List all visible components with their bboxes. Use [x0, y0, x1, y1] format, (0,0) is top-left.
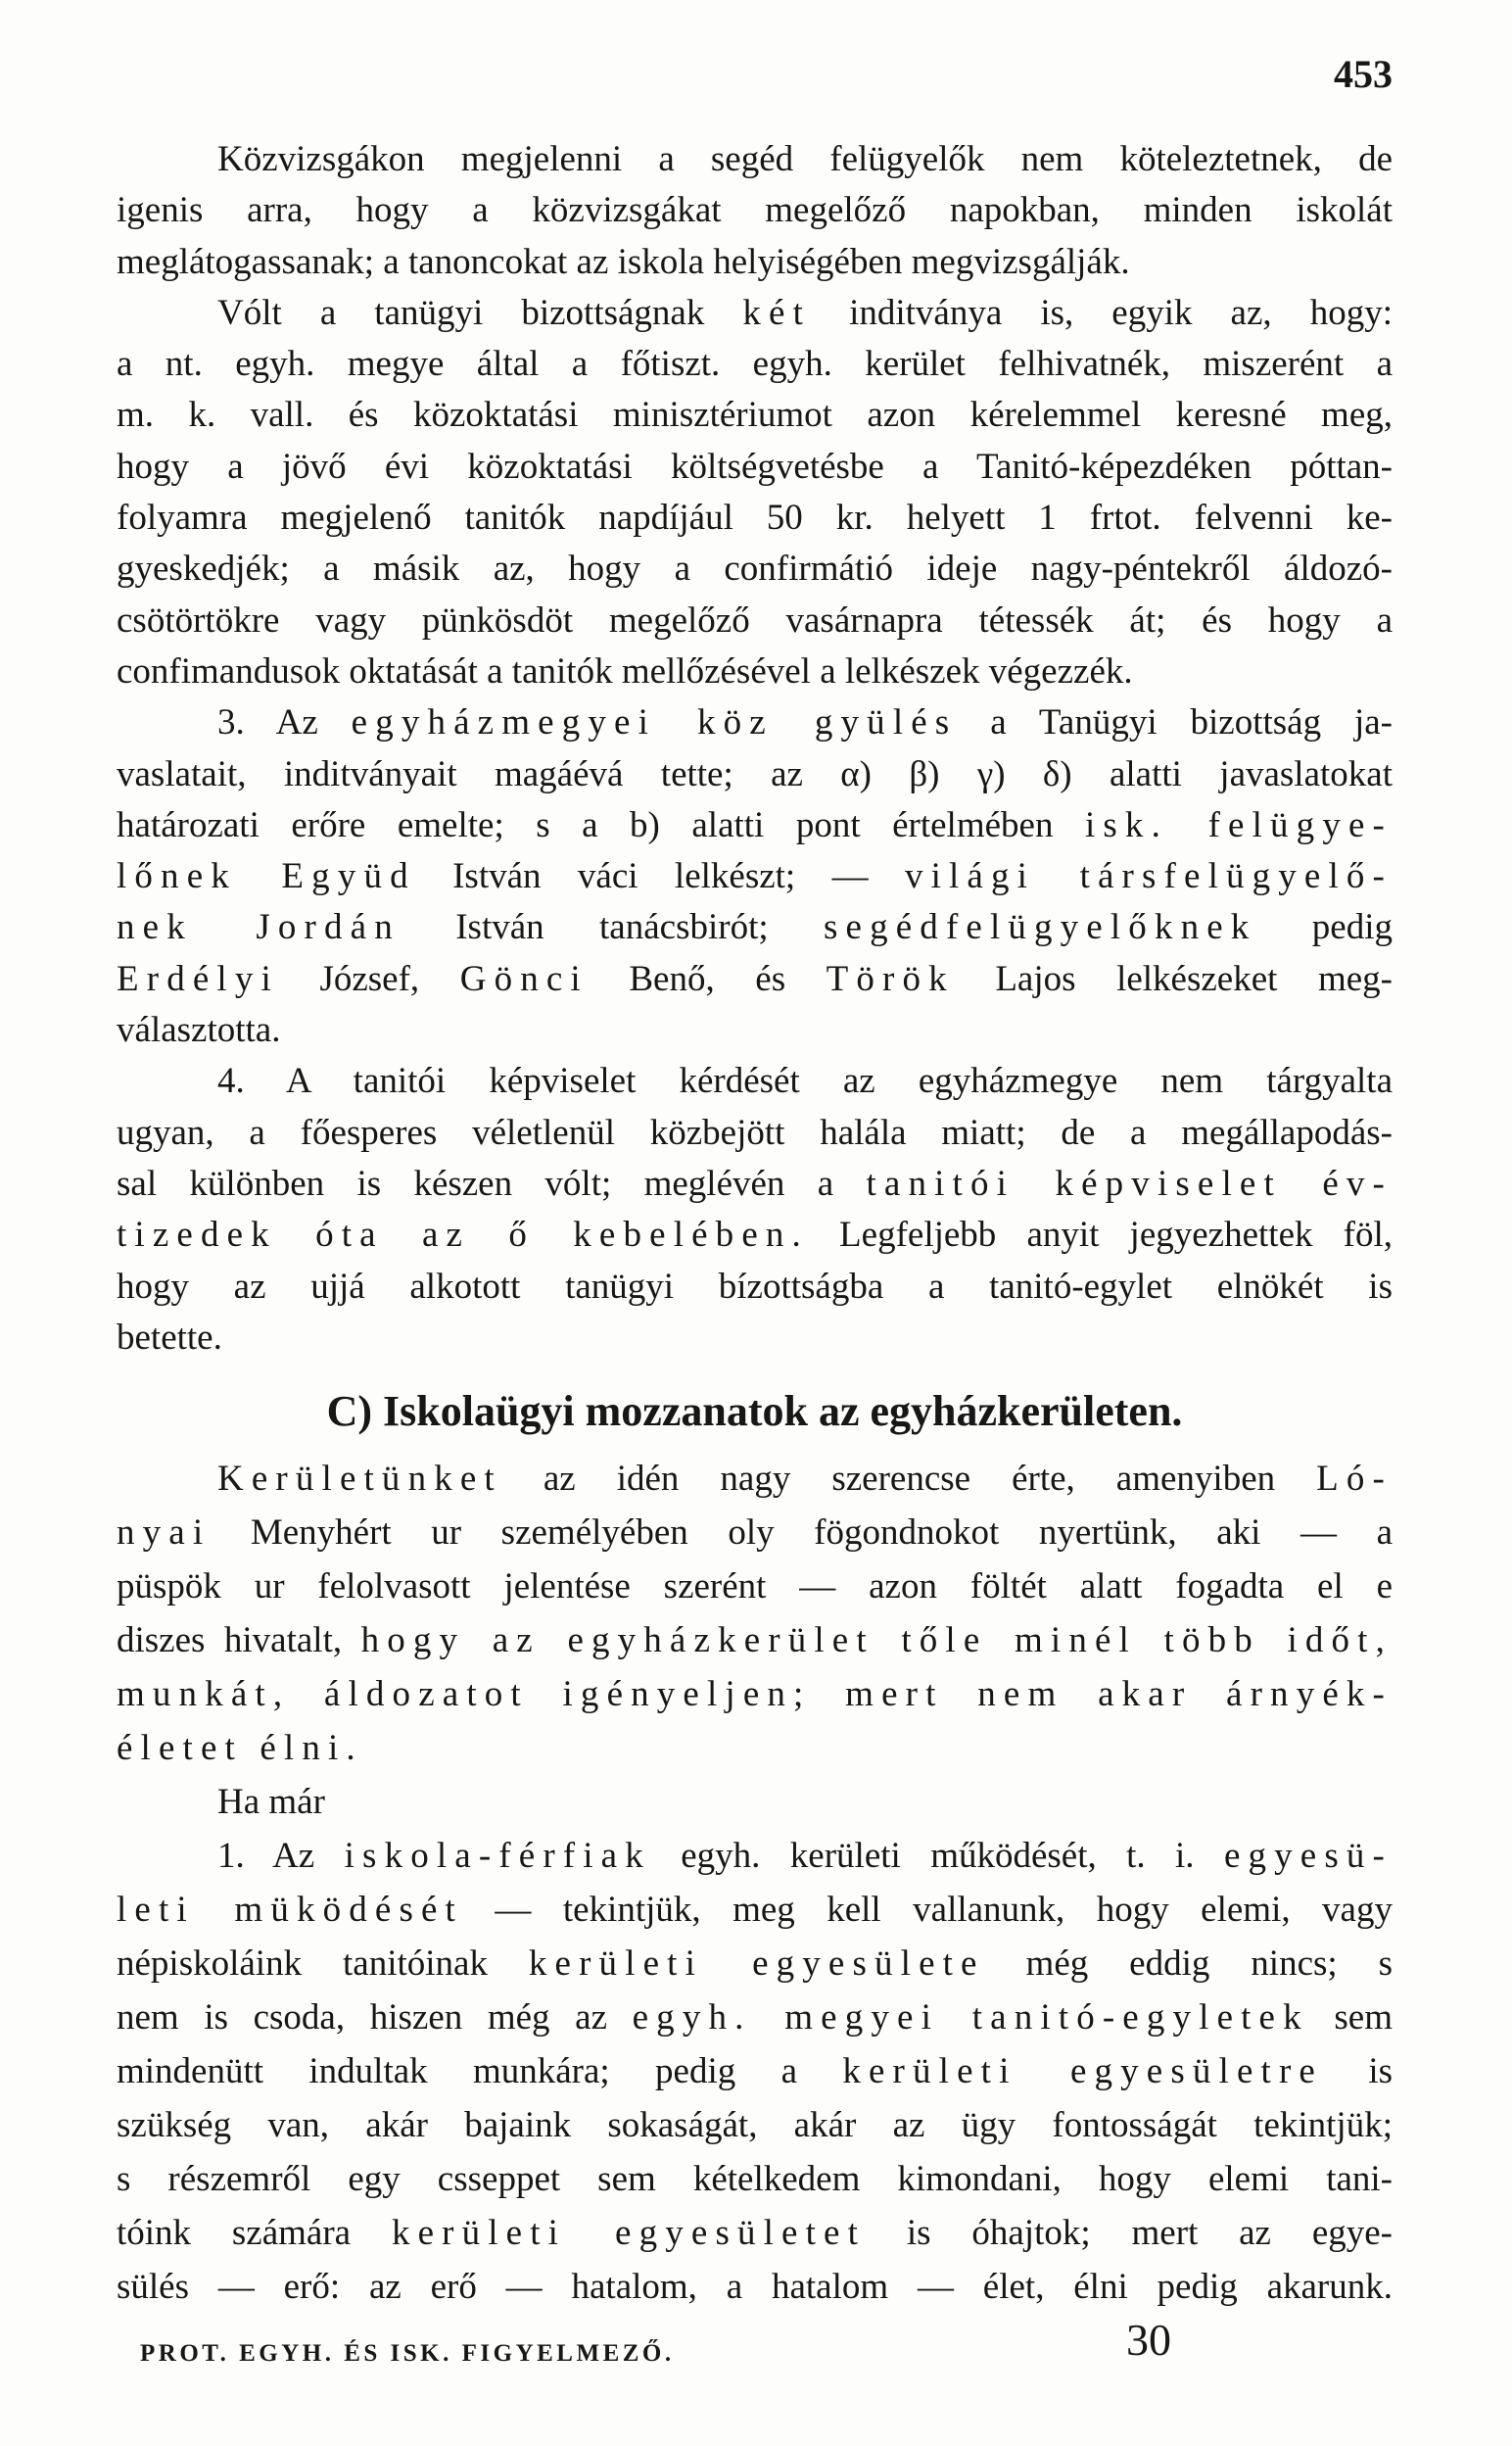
section-c-body — [117, 1452, 1393, 2314]
text-segment: a Tanügyi bizottság ja- — [957, 702, 1393, 743]
text-segment: is óhajtok; mert az egye- — [866, 2213, 1393, 2253]
text-segment: Lajos lelkészeket meg- — [954, 958, 1393, 999]
text-line: ugyan, a főesperes véletlenül közbejött halála miatt; de a megállapodás- — [117, 1112, 1393, 1153]
text-segment: még eddig nincs; s — [984, 1943, 1393, 1984]
text-line — [117, 288, 1393, 339]
text-segment: — tekintjük, meg kell vallanunk, hogy elemi, vagy — [462, 1890, 1393, 1930]
spaced-text-segment: segédfelügyelőknek — [824, 907, 1257, 948]
text-line — [117, 1937, 1393, 1990]
text-segment: sal különben is készen vólt; meglévén a — [117, 1163, 867, 1204]
text-line: sülés — erő: az erő — hatalom, a hatalom — élet, élni pedig akarunk. — [117, 2267, 1393, 2307]
text-segment: egyh. kerületi működését, t. i. — [650, 1836, 1224, 1876]
section-a-body — [117, 134, 1393, 1364]
spaced-text-segment: nyai — [117, 1512, 212, 1553]
text-line — [117, 851, 1393, 902]
text-line — [117, 1506, 1393, 1559]
text-segment: Legfeljebb anyit jegyezhettek föl, — [808, 1215, 1393, 1256]
spaced-text-segment: lőnek Együd — [117, 856, 416, 897]
spaced-text-segment: Török — [826, 958, 955, 999]
text-segment: Menyhért ur személyében oly fögondnokot nyertünk, aki — a — [211, 1512, 1393, 1553]
text-line: meglátogassanak; a tanoncokat az iskola helyiségében megvizsgálják. — [117, 241, 1130, 282]
spaced-text-segment: világi társfelügyelő- — [904, 856, 1394, 897]
page-number: 453 — [1334, 52, 1393, 96]
text-line: igenis arra, hogy a közvizsgákat megelőző napokban, minden iskolát — [117, 190, 1393, 231]
text-segment: 1. Az — [217, 1836, 345, 1876]
text-line: betette. — [117, 1317, 222, 1358]
spaced-text-segment: kerületi egyesületet — [391, 2213, 867, 2253]
text-line — [117, 2206, 1393, 2260]
text-line: választotta. — [117, 1010, 281, 1051]
text-segment: sem — [1308, 1997, 1393, 2038]
text-segment: mindenütt indultak munkára; pedig a — [117, 2051, 843, 2091]
spaced-text-segment: leti müködését — [117, 1890, 463, 1930]
text-line — [117, 1883, 1393, 1937]
spaced-text-segment: egyházmegyei köz gyülés — [351, 702, 958, 743]
text-line: Közvizsgákon megjelenni a segéd felügyelők nem köteleztetnek, de — [217, 139, 1393, 179]
text-line — [117, 1210, 1393, 1261]
text-segment: István váci lelkészt; — — [415, 856, 905, 897]
spaced-text-segment: nek Jordán — [117, 907, 401, 948]
text-line: hogy a jövő évi közoktatási költségvetésbe a Tanitó-képezdéken póttan- — [117, 446, 1393, 487]
text-segment: István tanácsbirót; — [400, 907, 824, 948]
text-segment: 3. Az — [217, 702, 352, 743]
spaced-text-segment: egyesü- — [1223, 1836, 1393, 1876]
text-segment: diszes hivatalt, — [117, 1620, 361, 1660]
text-segment: határozati erőre emelte; s a b) alatti pont értelmében — [117, 804, 1085, 845]
text-segment: pedig — [1256, 907, 1393, 948]
spaced-text-segment: két — [742, 292, 812, 333]
text-line — [117, 2044, 1393, 2098]
text-line — [117, 697, 1393, 748]
spaced-text-segment: Ló- — [1316, 1459, 1393, 1499]
text-segment: Vólt a tanügyi bizottságnak — [217, 292, 743, 333]
text-line — [117, 1613, 1393, 1667]
text-segment: inditványa is, egyik az, hogy: — [811, 292, 1393, 333]
spaced-text-segment: iskola-férfiak — [344, 1836, 651, 1876]
spaced-text-segment: kerületi egyesületre — [842, 2051, 1323, 2091]
text-line: hogy az ujjá alkotott tanügyi bízottságba a tanitó-egylet elnökét is — [117, 1266, 1393, 1307]
text-line: szükség van, akár bajaink sokaságát, akár az ügy fontosságát tekintjük; — [117, 2105, 1393, 2145]
spaced-text-segment: egyh. megyei tanitó-egyletek — [632, 1997, 1309, 2038]
text-line — [117, 1159, 1393, 1210]
sheet-number: 30 — [1126, 2315, 1171, 2365]
spaced-text-segment: Kerületünket — [217, 1459, 502, 1499]
text-line — [117, 954, 1393, 1005]
text-line: csötörtökre vagy pünkösdöt megelőző vasárnapra tétessék át; és hogy a — [117, 600, 1393, 641]
text-line: a nt. egyh. megye által a főtiszt. egyh. kerület felhivatnék, miszerént a — [117, 344, 1393, 385]
spaced-text-segment: Erdélyi — [117, 958, 279, 999]
text-segment: nem is csoda, hiszen még az — [117, 1997, 633, 2038]
text-line: folyamra megjelenő tanitók napdíjául 50 kr. helyett 1 frtot. felvenni ke- — [117, 498, 1393, 539]
journal-title-footer: PROT. EGYH. ÉS ISK. FIGYELMEZŐ. — [140, 2340, 675, 2367]
spaced-text-segment: hogy az egyházkerület tőle minél több időt, — [360, 1620, 1393, 1660]
spaced-text-segment: isk. felügye- — [1084, 804, 1393, 845]
spaced-text-segment: kerületi egyesülete — [528, 1943, 985, 1984]
spaced-text-segment: tanitói képviselet év- — [866, 1163, 1393, 1204]
text-line: Ha már — [217, 1782, 325, 1822]
text-segment: tóink számára — [117, 2213, 392, 2253]
text-line — [117, 1990, 1393, 2044]
text-segment: népiskoláink tanitóinak — [117, 1943, 529, 1984]
text-line: 4. A tanitói képviselet kérdését az egyházmegye nem tárgyalta — [217, 1061, 1393, 1102]
text-line: m. k. vall. és közoktatási minisztériumot azon kérelemmel keresné meg, — [117, 395, 1393, 436]
text-line — [117, 902, 1393, 953]
text-segment: Benő, és — [588, 958, 827, 999]
spaced-text-segment: tizedek óta az ő kebelében. — [117, 1215, 809, 1256]
text-line: gyeskedjék; a másik az, hogy a confirmátió ideje nagy-péntekről áldozó- — [117, 549, 1393, 590]
text-line — [117, 800, 1393, 851]
text-segment: is — [1322, 2051, 1394, 2091]
text-line — [117, 1452, 1393, 1506]
text-segment: József, — [278, 958, 460, 999]
spaced-text-segment: Gönci — [459, 958, 589, 999]
text-line: vaslatait, inditványait magáévá tette; az α) β) γ) δ) alatti javaslatokat — [117, 753, 1393, 794]
text-segment: az idén nagy szerencse érte, amenyiben — [501, 1459, 1317, 1499]
text-line: püspök ur felolvasott jelentése szerént — azon föltét alatt fogadta el e — [117, 1566, 1393, 1607]
section-heading: C) Iskolaügyi mozzanatok az egyházkerületen. — [326, 1387, 1183, 1435]
text-line — [117, 1829, 1393, 1883]
text-line: confimandusok oktatását a tanitók mellőzésével a lelkészek végezzék. — [117, 650, 1133, 692]
text-line: munkát, áldozatot igényeljen; mert nem akar árnyék- — [117, 1674, 1393, 1714]
text-line: életet élni. — [117, 1728, 363, 1768]
text-line: s részemről egy csseppet sem kételkedem kimondani, hogy elemi tani- — [117, 2159, 1393, 2199]
